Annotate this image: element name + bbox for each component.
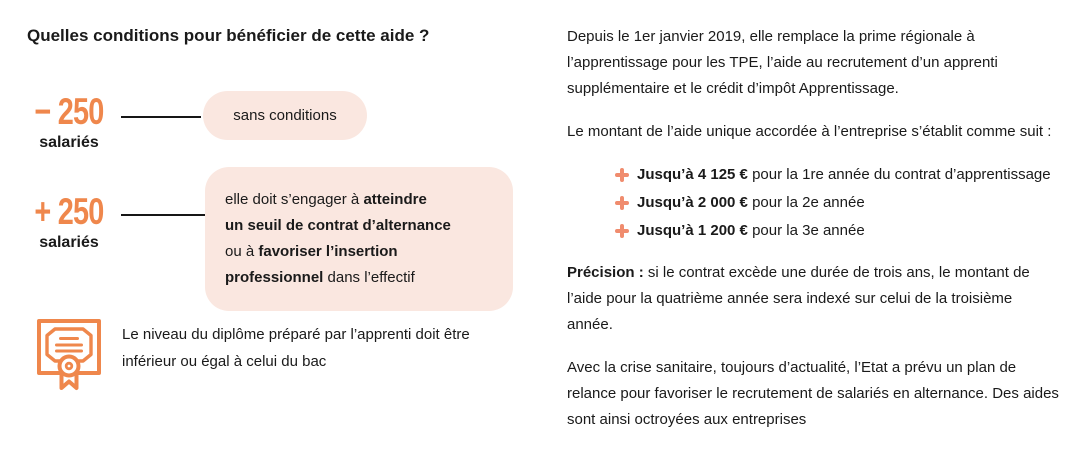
employees-over-250-block (22, 193, 116, 252)
amount-year3-rest: pour la 3e année (747, 222, 865, 239)
employees-under-250-block (22, 93, 116, 152)
diploma-condition-text: Le niveau du diplôme préparé par l’apprenti doit être inférieur ou égal à celui du bac (122, 326, 470, 370)
plus-icon (615, 224, 629, 238)
precision-paragraph: Précision : si le contrat excède une durée de trois ans, le montant de l’aide pour la quatrième année sera indexé sur celui de la troisième année. (567, 264, 1030, 333)
bubble-sans-conditions: sans conditions (203, 91, 367, 140)
list-item-year2 (615, 190, 1059, 216)
amount-year1: Jusqu’à 4 125 € (637, 166, 748, 183)
aid-amounts-list (567, 162, 1059, 244)
page-title: Quelles conditions pour bénéficier de cette aide ? (27, 26, 430, 45)
employees-over-250-number: + 250 (34, 191, 104, 232)
connector-line-over-250 (121, 214, 207, 216)
bubble-engagement-conditions: elle doit s’engager à atteindre un seuil de contrat d’alternance ou à favoriser l’insertion professionnel dans l’effectif (205, 167, 513, 311)
amount-year2: Jusqu’à 2 000 € (637, 194, 748, 211)
right-column (567, 24, 1059, 450)
connector-line-under-250 (121, 116, 201, 118)
covid-paragraph: Avec la crise sanitaire, toujours d’actualité, l’Etat a prévu un plan de relance pour favoriser le recrutement de salariés en alternance. Des aides sont ainsi octroyées aux entreprises (567, 359, 1059, 428)
intro-paragraph: Depuis le 1er janvier 2019, elle remplace la prime régionale à l’apprentissage pour les TPE, l’aide au recrutement d’un apprenti supplémentaire et le crédit d’impôt Apprentissage. (567, 28, 998, 97)
list-item-year3 (615, 218, 1059, 244)
certificate-icon (36, 318, 102, 392)
employees-under-250-number: − 250 (34, 91, 104, 132)
amounts-intro-paragraph: Le montant de l’aide unique accordée à l’entreprise s’établit comme suit : (567, 123, 1052, 140)
plus-icon (615, 168, 629, 182)
list-item-year1 (615, 162, 1059, 188)
employees-over-250-label: salariés (39, 234, 99, 251)
amount-year2-rest: pour la 2e année (747, 194, 865, 211)
amount-year1-rest: pour la 1re année du contrat d’apprentissage (747, 166, 1051, 183)
amount-year3: Jusqu’à 1 200 € (637, 222, 748, 239)
plus-icon (615, 196, 629, 210)
employees-under-250-label: salariés (39, 134, 99, 151)
